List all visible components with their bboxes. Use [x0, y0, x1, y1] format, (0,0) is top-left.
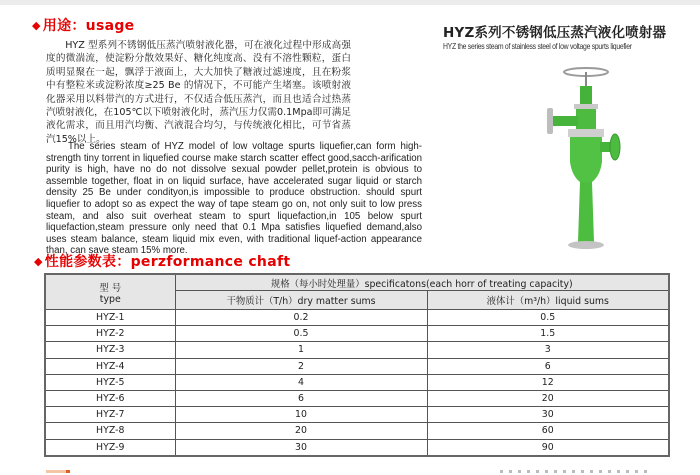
upper-body	[576, 109, 596, 131]
usage-section-title	[32, 15, 134, 35]
diamond-bullet-icon: ◆	[34, 255, 43, 268]
performance-table	[44, 273, 670, 457]
table-row	[45, 390, 669, 406]
left-inlet-pipe	[552, 116, 578, 126]
next-section-fragment-accent	[66, 470, 70, 473]
perf-title-cn: 性能参数表：	[44, 254, 131, 270]
cell-type: HYZ-8	[45, 423, 175, 439]
perf-title-en: perzformance chaft	[130, 254, 291, 270]
product-title: HYZ系列不锈钢低压蒸汽液化喷射器	[443, 25, 667, 41]
cell-dry: 10	[175, 407, 427, 423]
main-body	[570, 137, 602, 182]
cell-dry: 6	[175, 390, 427, 406]
table-row	[45, 374, 669, 390]
cell-type: HYZ-3	[45, 342, 175, 358]
table-row	[45, 407, 669, 423]
header-liquid: 液体计（m³/h）liquid sums	[427, 291, 669, 310]
header-type-en: type	[99, 293, 121, 305]
table-row	[45, 326, 669, 342]
usage-paragraph-cn: HYZ 型系列不锈钢低压蒸汽喷射液化器，可在液化过程中形成高强度的微湍流，使淀粉分散效果好、糖化纯度高、没有不溶性颗粒，蛋白质明显聚在一起，飘浮于液面上，大大加快了糖液过滤速度，且在粉浆中有整粒米或淀粉浓度≥25 Be 的情况下，不可能产生堵塞。该喷射液化器采用以料带汽的方式进行，不仅适合低压蒸汽，而且也适合过热蒸汽喷射液化，在105℃以下喷射液化时，蒸汽压力仅需0.1Mpa即可满足液化需求，而且用汽均衡、汽液混合均匀，与传统液化相比，可节省蒸汽15%以上。	[46, 40, 351, 145]
left-flange	[547, 108, 553, 134]
header-type-cn: 型 号	[99, 282, 122, 294]
performance-section-title	[34, 251, 290, 271]
cell-liquid: 3	[427, 342, 669, 358]
cell-liquid: 30	[427, 407, 669, 423]
cell-type: HYZ-5	[45, 374, 175, 390]
diamond-bullet-icon: ◆	[32, 19, 41, 32]
usage-title-en: usage	[85, 18, 135, 34]
cell-liquid: 90	[427, 439, 669, 456]
cell-liquid: 6	[427, 358, 669, 374]
cell-type: HYZ-4	[45, 358, 175, 374]
cell-liquid: 0.5	[427, 310, 669, 326]
flange-upper	[574, 104, 598, 109]
cell-dry: 4	[175, 374, 427, 390]
top-band	[0, 0, 700, 5]
usage-paragraph-en: The series steam of HYZ model of low voltage spurts liquefier,can form high-strength tiny torrent in liquefied course make starch scatter effect good,sacch-arification purity is high, have no do not dissolve sexual powder pellet,protein is obvious to assemble together, float in on liquid surface, have accelerated sugar liquid or starch density 25 Be under condityon,is impossible to produce obstruction. should spurt liquefier to adopt so as expect the way of tape steam go on, not only suit to low press steam, and also suit overheat steam to spurt liquefaction,in 105 below spurt liquefaction,steam pressure only need that 0.1 Mpa satisfies liquefied demand,also uses steam balance, steam liquid mix even, with traditional liquef-action appearance than, can save steam 15% more.	[46, 141, 422, 257]
steam-jet-liquefier-image	[530, 64, 640, 254]
cell-liquid: 1.5	[427, 326, 669, 342]
flange-middle	[568, 129, 604, 137]
table-row	[45, 439, 669, 456]
cell-type: HYZ-6	[45, 390, 175, 406]
table-row	[45, 342, 669, 358]
next-section-fragment	[46, 470, 68, 473]
table-row	[45, 358, 669, 374]
cell-dry: 0.2	[175, 310, 427, 326]
cell-type: HYZ-7	[45, 407, 175, 423]
cell-liquid: 20	[427, 390, 669, 406]
header-dry: 干物质计（T/h）dry matter sums	[175, 291, 427, 310]
column	[578, 182, 594, 242]
cell-type: HYZ-9	[45, 439, 175, 456]
cell-type: HYZ-2	[45, 326, 175, 342]
header-spec: 规格（每小时处理量）specificatons(each horr of treating capacity)	[175, 274, 669, 291]
product-subtitle: HYZ the series steam of stainless steel of low voltage spurts liquefier	[443, 41, 632, 51]
table-row	[45, 310, 669, 326]
cell-liquid: 12	[427, 374, 669, 390]
cell-liquid: 60	[427, 423, 669, 439]
base-flange	[568, 241, 604, 249]
cell-dry: 2	[175, 358, 427, 374]
table-row	[45, 423, 669, 439]
cell-dry: 1	[175, 342, 427, 358]
table-header-row	[45, 274, 669, 291]
cell-dry: 30	[175, 439, 427, 456]
next-section-text-fragment	[500, 470, 650, 473]
header-type	[45, 274, 175, 310]
usage-title-cn: 用途：	[42, 18, 86, 34]
cell-type: HYZ-1	[45, 310, 175, 326]
cell-dry: 20	[175, 423, 427, 439]
table-body	[45, 310, 669, 456]
right-flange	[610, 134, 620, 160]
cell-dry: 0.5	[175, 326, 427, 342]
